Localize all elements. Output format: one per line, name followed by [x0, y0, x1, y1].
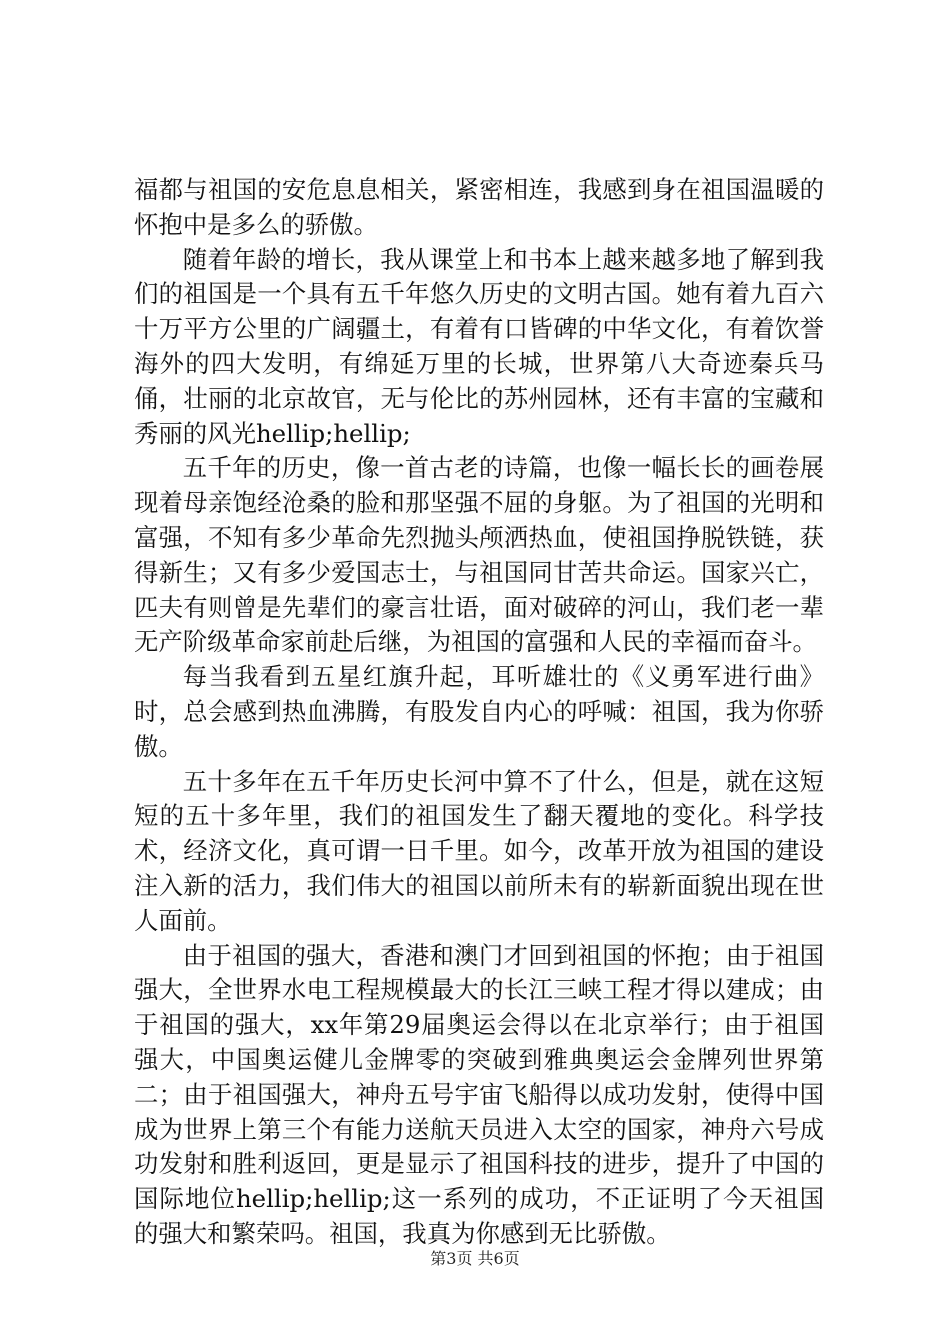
paragraph-3: 五千年的历史，像一首古老的诗篇，也像一幅长长的画卷展现着母亲饱经沧桑的脸和那坚强不屈的身躯。为了祖国的光明和富强，不知有多少革命先烈抛头颅洒热血，使祖国挣脱铁链，获得新生；又有多少爱国志士，与祖国同甘苦共命运。国家兴亡，匹夫有则曾是先辈们的豪言壮语，面对破碎的河山，我们老一辈无产阶级革命家前赴后继，为祖国的富强和人民的幸福而奋斗。: [134, 453, 824, 657]
page-number-footer: 第3页 共6页: [430, 1249, 520, 1268]
paragraph-5: 五十多年在五千年历史长河中算不了什么，但是，就在这短短的五十多年里，我们的祖国发生了翻天覆地的变化。科学技术，经济文化，真可谓一日千里。如今，改革开放为祖国的建设注入新的活力，我们伟大的祖国以前所未有的崭新面貌出现在世人面前。: [134, 766, 824, 935]
paragraph-1: 福都与祖国的安危息息相关，紧密相连，我感到身在祖国温暖的怀抱中是多么的骄傲。: [134, 175, 824, 239]
document-body: [134, 173, 824, 1252]
paragraph-6: 由于祖国的强大，香港和澳门才回到祖国的怀抱；由于祖国强大，全世界水电工程规模最大的长江三峡工程才得以建成；由于祖国的强大，xx年第29届奥运会得以在北京举行；由于祖国强大，中国奥运健儿金牌零的突破到雅典奥运会金牌列世界第二；由于祖国强大，神舟五号宇宙飞船得以成功发射，使得中国成为世界上第三个有能力送航天员进入太空的国家，神舟六号成功发射和胜利返回，更是显示了祖国科技的进步，提升了中国的国际地位hellip;hellip;这一系列的成功，不正证明了今天祖国的强大和繁荣吗。祖国，我真为你感到无比骄傲。: [134, 940, 824, 1248]
paragraph-4: 每当我看到五星红旗升起，耳听雄壮的《义勇军进行曲》时，总会感到热血沸腾，有股发自内心的呼喊：祖国，我为你骄傲。: [134, 662, 824, 761]
paragraph-2: 随着年龄的增长，我从课堂上和书本上越来越多地了解到我们的祖国是一个具有五千年悠久历史的文明古国。她有着九百六十万平方公里的广阔疆土，有着有口皆碑的中华文化，有着饮誉海外的四大发明，有绵延万里的长城，世界第八大奇迹秦兵马俑，壮丽的北京故官，无与伦比的苏州园林，还有丰富的宝藏和秀丽的风光hellip;hellip;: [134, 244, 824, 448]
